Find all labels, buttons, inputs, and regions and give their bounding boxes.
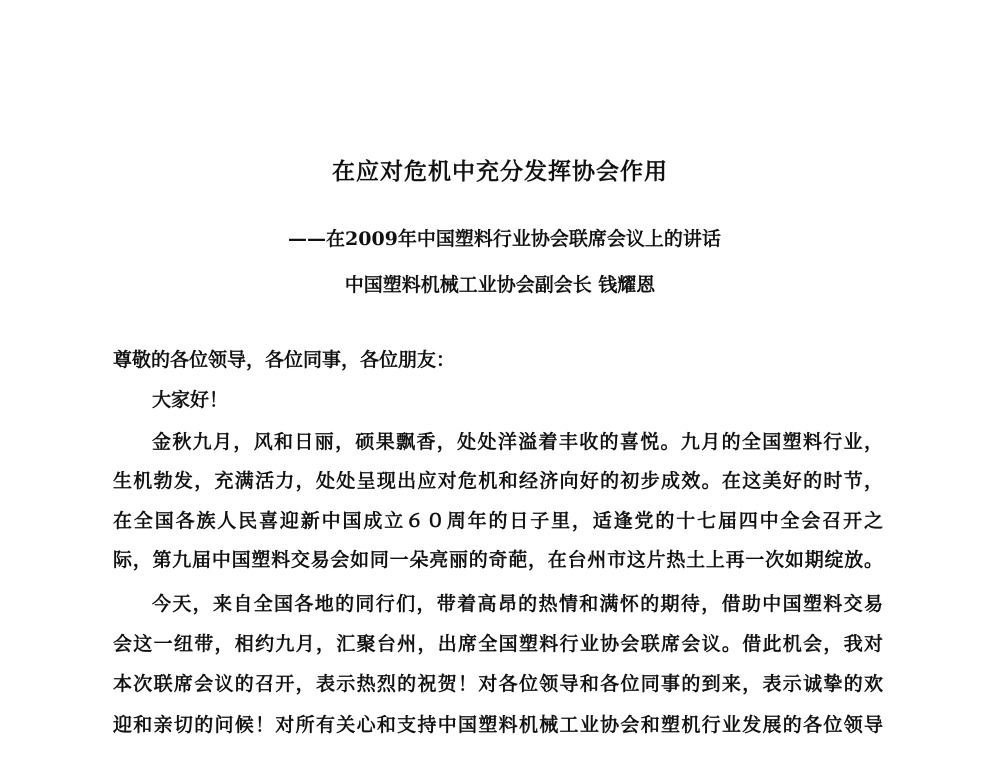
paragraph1-line: 际，第九届中国塑料交易会如同一朵亮丽的奇葩，在台州市这片热土上再一次如期绽放。	[113, 549, 883, 571]
salutation: 尊敬的各位领导，各位同事，各位朋友：	[113, 349, 456, 371]
paragraph2-line: 迎和亲切的问候！对所有关心和支持中国塑料机械工业协会和塑机行业发展的各位领导	[113, 714, 883, 736]
paragraph2-line: 今天，来自全国各地的同行们，带着高昂的热情和满怀的期待，借助中国塑料交易	[152, 593, 883, 615]
paragraph1-line: 生机勃发，充满活力，处处呈现出应对危机和经济向好的初步成效。在这美好的时节，	[113, 470, 883, 492]
author-line: 中国塑料机械工业协会副会长 钱耀恩	[344, 274, 656, 296]
paragraph2-line: 会这一纽带，相约九月，汇聚台州，出席全国塑料行业协会联席会议。借此机会，我对	[113, 633, 883, 655]
document-title: 在应对危机中充分发挥协会作用	[332, 158, 668, 185]
paragraph2-line: 本次联席会议的召开，表示热烈的祝贺！对各位领导和各位同事的到来，表示诚挚的欢	[113, 673, 883, 695]
paragraph1-line: 在全国各族人民喜迎新中国成立６０周年的日子里，适逢党的十七届四中全会召开之	[113, 510, 883, 532]
paragraph1-line: 金秋九月，风和日丽，硕果飘香，处处洋溢着丰收的喜悦。九月的全国塑料行业，	[152, 431, 883, 453]
greeting: 大家好！	[152, 389, 229, 411]
document-subtitle: ——在2009年中国塑料行业协会联席会议上的讲话	[288, 228, 721, 250]
